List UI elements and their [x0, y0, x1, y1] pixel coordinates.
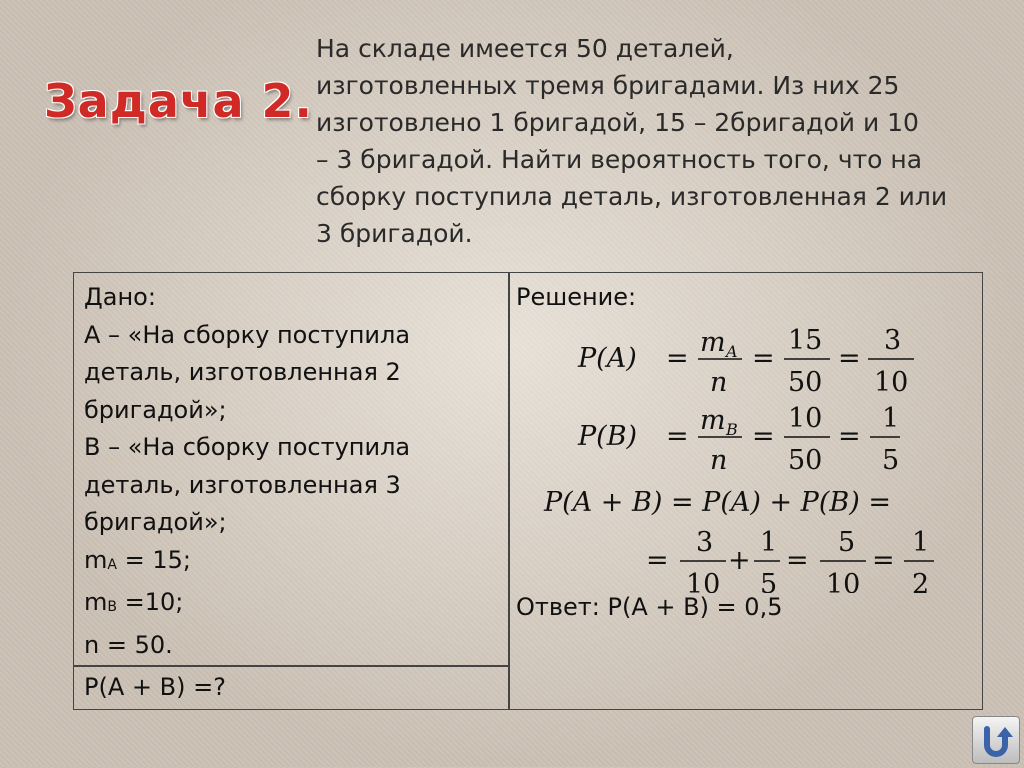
plus-sign: + [728, 545, 751, 576]
formula-pa-den3: 10 [874, 367, 909, 398]
task-title: Задача 2. [44, 74, 314, 128]
equals-sign: = [838, 421, 861, 452]
formula-pb-sub1: B [726, 420, 738, 439]
return-arrow-icon [973, 717, 1019, 763]
problem-line: – 3 бригадой. Найти вероятность того, что на [316, 145, 923, 174]
find-cell: Р(А + В) =? [84, 673, 226, 701]
calc-f4-num: 1 [912, 527, 930, 558]
given-line: деталь, изготовленная 2 [84, 358, 401, 386]
equals-sign: = [666, 421, 689, 452]
answer-text: Ответ: Р(А + В) = 0,5 [516, 593, 783, 621]
formula-pa-num2: 15 [788, 325, 823, 356]
equals-sign: = [838, 343, 861, 374]
given-ma-symbol: m [84, 545, 108, 574]
formula-pa-den1: n [710, 367, 728, 398]
given-ma-sub: A [107, 556, 117, 573]
formula-calc [646, 527, 934, 593]
calc-f2-den: 5 [760, 569, 778, 593]
formula-pb-num2: 10 [788, 403, 823, 434]
problem-line: изготовлено 1 бригадой, 15 – 2бригадой и 10 [316, 108, 919, 137]
equals-sign: = [646, 545, 669, 576]
given-line: бригадой»; [84, 508, 227, 536]
formula-pa-sub1: A [726, 342, 738, 361]
given-line: А – «На сборку поступила [84, 320, 411, 349]
formula-pb-den2: 50 [788, 445, 823, 476]
formula-sum: P(A + B) = P(A) + P(B) = [544, 487, 891, 518]
formula-pb-num1: m [700, 405, 726, 436]
return-button[interactable] [972, 716, 1020, 764]
calc-f1-num: 3 [696, 527, 714, 558]
given-mb-sub: B [107, 599, 117, 615]
table-divider-vertical [508, 273, 510, 709]
problem-line: На складе имеется 50 деталей, [316, 34, 734, 63]
given-line: деталь, изготовленная 3 [84, 470, 401, 499]
calc-f3-den: 10 [826, 569, 861, 593]
calc-f4-den: 2 [912, 569, 930, 593]
solution-formulas [514, 303, 974, 593]
formula-pb-num3: 1 [882, 403, 900, 434]
equals-sign: = [666, 343, 689, 374]
formula-pa-lhs: P(A) [578, 343, 637, 374]
equals-sign: = [872, 545, 895, 576]
problem-line: изготовленных тремя бригадами. Из них 25 [316, 71, 900, 100]
solution-table [73, 272, 983, 710]
formula-pa [577, 325, 914, 398]
given-cell [84, 279, 410, 664]
table-divider-horizontal [74, 665, 508, 667]
given-mb-value: =10; [117, 588, 184, 616]
equals-sign: = [752, 421, 775, 452]
given-line: В – «На сборку поступила [84, 433, 411, 461]
problem-line: 3 бригадой. [316, 219, 473, 248]
problem-statement [316, 30, 1006, 252]
given-ma-value: = 15; [116, 545, 191, 574]
calc-f3-num: 5 [838, 527, 856, 558]
solution-label: Решение: [516, 283, 637, 311]
formula-pb [577, 403, 900, 476]
formula-pb-den3: 5 [882, 445, 900, 476]
given-mb [84, 584, 410, 627]
given-mb-symbol: m [84, 588, 108, 616]
equals-sign: = [786, 545, 809, 576]
formula-pb-lhs: P(B) [578, 421, 638, 452]
calc-f2-num: 1 [760, 527, 778, 558]
given-label: Дано: [84, 283, 156, 311]
formula-pb-den1: n [710, 445, 728, 476]
problem-line: сборку поступила деталь, изготовленная 2 или [316, 182, 948, 211]
given-ma [84, 542, 410, 585]
given-line: бригадой»; [84, 395, 227, 424]
calc-f1-den: 10 [686, 569, 721, 593]
formula-pa-num3: 3 [884, 325, 902, 356]
given-n: n = 50. [84, 630, 173, 659]
formula-pa-num1: m [700, 327, 726, 358]
formula-pa-den2: 50 [788, 367, 823, 398]
equals-sign: = [752, 343, 775, 374]
